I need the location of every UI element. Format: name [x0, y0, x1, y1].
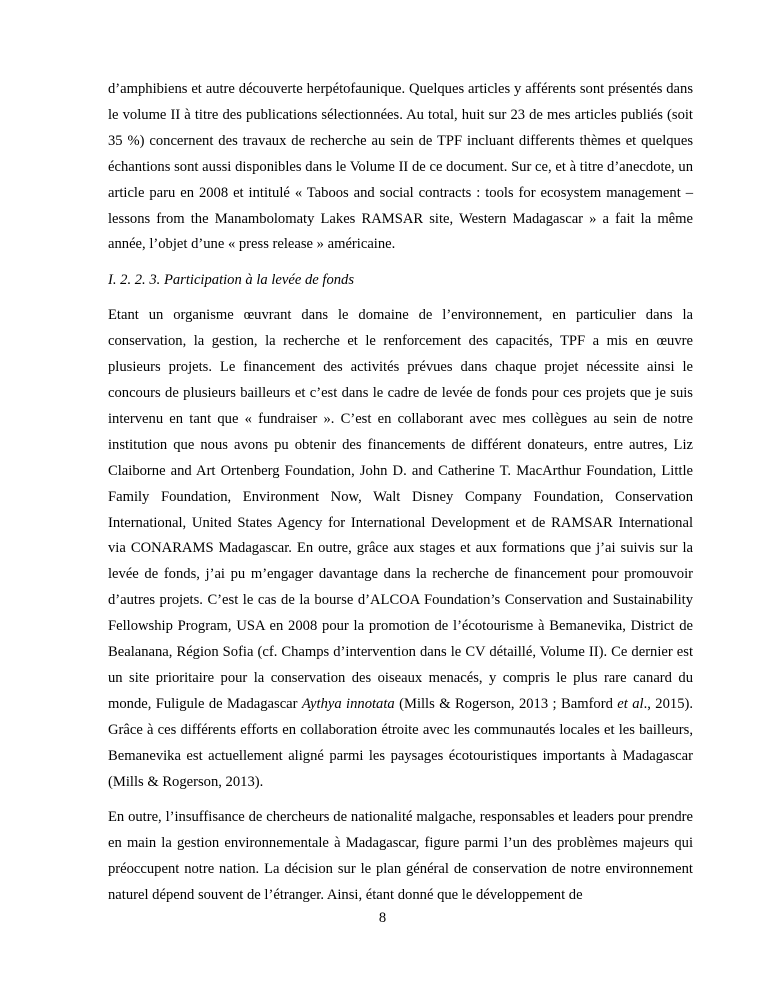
paragraph-fundraising-text-1: Etant un organisme œuvrant dans le domaine de l’environnement, en particulier dans la conservation, la gestion, la recherche et le renforcement des capacités, TPF a mis en œuvre plusieurs projets. Le financement des activités prévues dans chaque projet nécessite ainsi le concours de plusieurs bailleurs et c’est dans le cadre de levée de fonds pour ces projets que je suis intervenu en tant que « fundraiser ». C’est en collaborant avec mes collègues au sein de notre institution que nous avons pu obtenir des financements de différent donateurs, entre autres, Liz Claiborne and Art Ortenberg Foundation, John D. and Catherine T. MacArthur Foundation, Little Family Foundation, Environment Now, Walt Disney Company Foundation, Conservation International, United States Agency for International Development et de RAMSAR International via CONARAMS Madagascar. En outre, grâce aux stages et aux formations que j’ai suivis sur la levée de fonds, j’ai pu m’engager davantage dans la recherche de financement pour promouvoir d’autres projets. C’est le cas de la bourse d’ALCOA Foundation’s Conservation and Sustainability Fellowship Program, USA en 2008 pour la promotion de l’écotourisme à Bemanevika, District de Bealanana, Région Sofia (cf. Champs d’intervention dans le CV détaillé, Volume II). Ce dernier est un site prioritaire pour la conservation des oiseaux menacés, y compris le plus rare canard du monde, Fuligule de Madagascar [108, 307, 693, 712]
page-body [108, 77, 693, 919]
section-heading-fundraising: I. 2. 2. 3. Participation à la levée de fonds [108, 272, 355, 289]
paragraph-fundraising-text-2: (Mills & Rogerson, 2013 ; Bamford [394, 695, 618, 712]
et-al: et al [617, 695, 644, 712]
paragraph-fundraising-text-3: ., 2015). Grâce à ces différents efforts en collaboration étroite avec les communautés locales et les bailleurs, Bemanevika est actuellement aligné parmi les paysages écotouristiques importants à Madagascar (Mills & Rogerson, 2013). [108, 695, 693, 790]
paragraph-researchers: En outre, l’insuffisance de chercheurs de nationalité malgache, responsables et leaders pour prendre en main la gestion environnementale à Madagascar, figure parmi l’un des problèmes majeurs qui préoccupent notre nation. La décision sur le plan général de conservation de notre environnement naturel dépend souvent de l’étranger. Ainsi, étant donné que le développement de [108, 809, 693, 904]
paragraph-publications: d’amphibiens et autre découverte herpétofaunique. Quelques articles y afférents sont présentés dans le volume II à titre des publications sélectionnées. Au total, huit sur 23 de mes articles publiés (soit 35 %) concernent des travaux de recherche au sein de TPF incluant differents thèmes et quelques échantions sont aussi disponibles dans le Volume II de ce document. Sur ce, et à titre d’anecdote, un article paru en 2008 et intitulé « Taboos and social contracts : tools for ecosystem management – lessons from the Manambolomaty Lakes RAMSAR site, Western Madagascar » a fait la même année, l’objet d’une « press release » américaine. [108, 81, 693, 253]
species-name: Aythya innotata [301, 695, 395, 712]
page-number: 8 [378, 910, 387, 926]
paragraph-fundraising [108, 303, 693, 795]
